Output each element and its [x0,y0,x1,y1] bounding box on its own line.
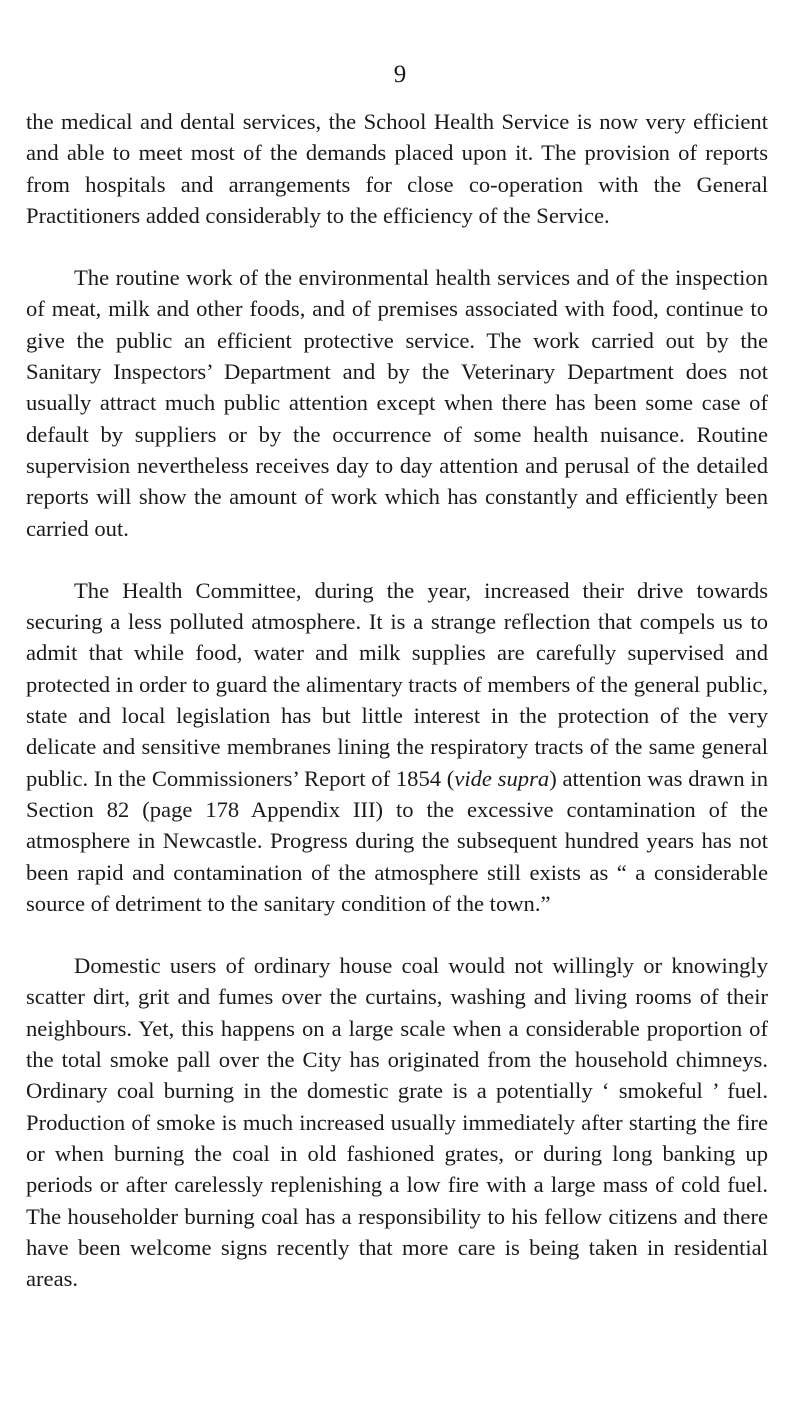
paragraph-domestic-users [26,950,768,1294]
paragraph-text: The routine work of the environmental health services and of the inspection of meat, milk and other foods, and of premises associated with food, continue to give the public an efficient protective service. The work carried out by the Sanitary Inspectors’ Department and by the Veterinary Department does not usually attract much public attention except when there has been some case of default by suppliers or by the occurrence of some health nuisance. Routine supervision nevertheless receives day to day attention and perusal of the detailed reports will show the amount of work which has constantly and efficiently been carried out. [26,265,768,541]
paragraph-environmental-health [26,262,768,544]
paragraph-text-before: The Health Committee, during the year, increased their drive towards securing a less polluted atmosphere. It is a strange reflection that compels us to admit that while food, water and milk supplies are carefully supervised and protected in order to guard the alimentary tracts of members of the general public, state and local legislation has but little interest in the protection of the very delicate and sensitive membranes lining the respiratory tracts of the same general public. In the Commissioners’ Report of 1854 ( [26,577,768,791]
paragraph-text: Domestic users of ordinary house coal would not willingly or knowingly scatter dirt, grit and fumes over the curtains, washing and living rooms of their neighbours. Yet, this happens on a large scale when a considerable proportion of the total smoke pall over the City has originated from the household chimneys. Ordinary coal burning in the domestic grate is a potentially ‘ smokeful ’ fuel. Production of smoke is much increased usually immediately after starting the fire or when burning the coal in old fashioned grates, or during long banking up periods or after carelessly replenishing a low fire with a large mass of cold fuel. The householder burning coal has a responsibility to his fellow citizens and there have been welcome signs recently that more care is being taken in residential areas. [26,953,768,1292]
body-text [26,106,768,1294]
paragraph-text-italic: vide supra [454,765,550,791]
paragraph-text-after: ) attention was drawn in Section 82 (page 178 Appendix III) to the excessive contamination of the atmosphere in Newcastle. Progress during the subsequent hundred years has not been rapid and contamination of the atmosphere still exists as “ a considerable source of detriment to the sanitary condition of the town.” [26,765,768,916]
paragraph-health-committee [26,575,768,919]
page-number: 9 [393,61,407,88]
paragraph-medical-services [26,106,768,231]
paragraph-text: the medical and dental services, the School Health Service is now very efficient and able to meet most of the demands placed upon it. The provision of reports from hospitals and arrangements for close co-operation with the General Practitioners added considerably to the efficiency of the Service. [26,109,768,228]
